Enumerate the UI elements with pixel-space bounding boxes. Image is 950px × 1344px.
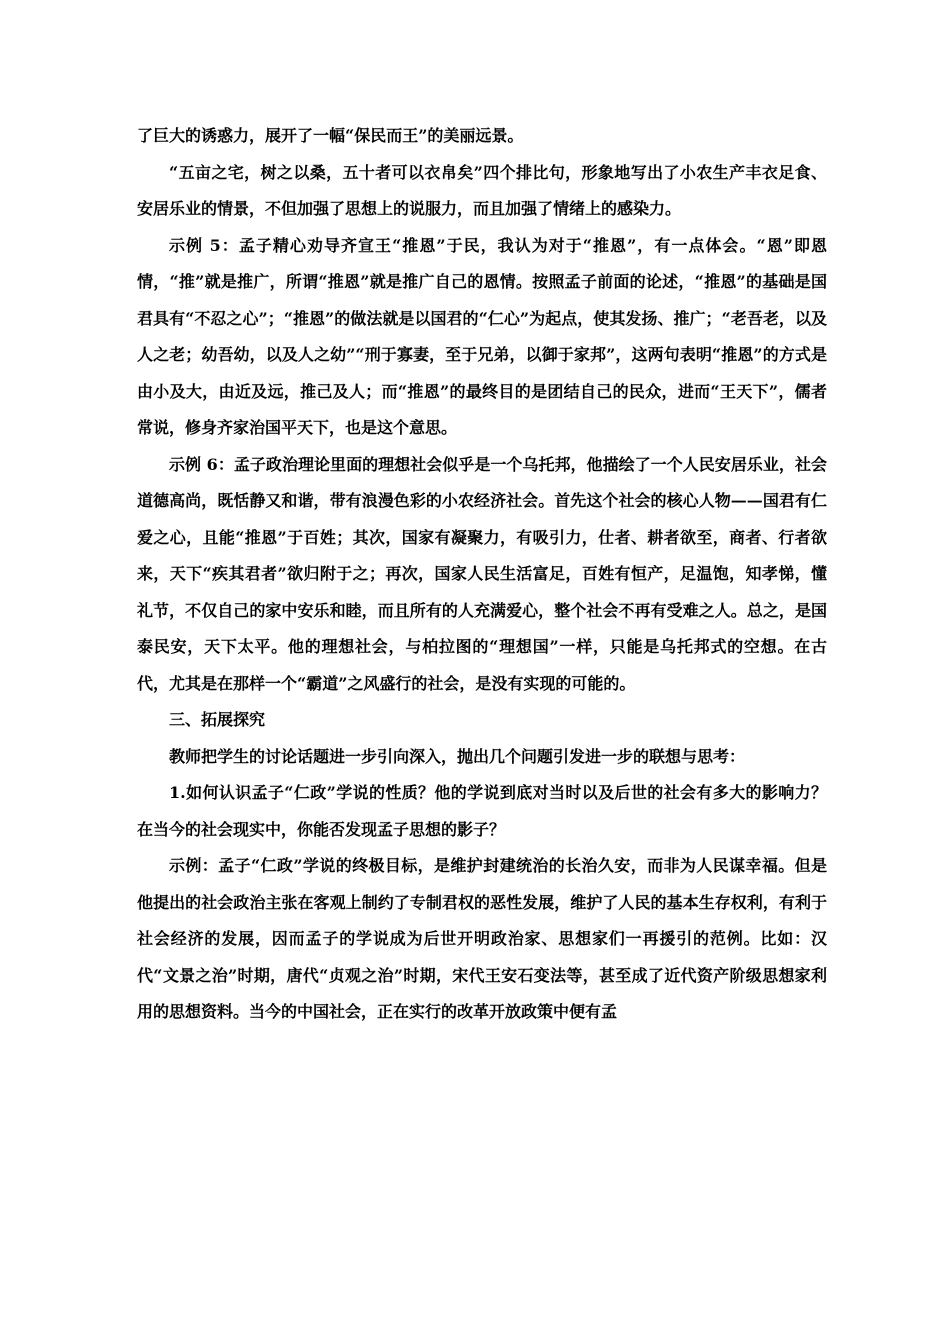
document-body	[137, 118, 827, 1031]
paragraph-2: “五亩之宅，树之以桑，五十者可以衣帛矣”四个排比句，形象地写出了小农生产丰衣足食、安居乐业的情景，不但加强了思想上的说服力，而且加强了情绪上的感染力。	[137, 162, 827, 218]
paragraph-intro: 教师把学生的讨论话题进一步引向深入，抛出几个问题引发进一步的联想与思考：	[169, 746, 746, 766]
section-heading: 三、拓展探究	[169, 710, 266, 729]
question-1: 1.如何认识孟子“仁政”学说的性质？他的学说到底对当时以及后世的社会有多大的影响力？在当今的社会现实中，你能否发现孟子思想的影子？	[137, 783, 827, 839]
paragraph-example-6: 示例 6：孟子政治理论里面的理想社会似乎是一个乌托邦，他描绘了一个人民安居乐业，社会道德高尚，既恬静又和谐，带有浪漫色彩的小农经济社会。首先这个社会的核心人物——国君有仁爱之心，且能“推恩”于百姓；其次，国家有凝聚力，有吸引力，仕者、耕者欲至，商者、行者欲来，天下“疾其君者”欲归附于之；再次，国家人民生活富足，百姓有恒产，足温饱，知孝悌，懂礼节，不仅自己的家中安乐和睦，而且所有的人充满爱心，整个社会不再有受难之人。总之，是国泰民安，天下太平。他的理想社会，与柏拉图的“理想国”一样，只能是乌托邦式的空想。在古代，尤其是在那样一个“霸道”之风盛行的社会，是没有实现的可能的。	[137, 454, 827, 693]
paragraph-1: 了巨大的诱惑力，展开了一幅“保民而王”的美丽远景。	[137, 126, 524, 145]
paragraph-example: 示例：孟子“仁政”学说的终极目标，是维护封建统治的长治久安，而非为人民谋幸福。但是他提出的社会政治主张在客观上制约了专制君权的恶性发展，维护了人民的基本生存权利，有利于社会经济的发展，因而孟子的学说成为后世开明政治家、思想家们一再援引的范例。比如：汉代“文景之治”时期，唐代“贞观之治”时期，宋代王安石变法等，甚至成了近代资产阶级思想家利用的思想资料。当今的中国社会，正在实行的改革开放政策中便有孟	[137, 856, 827, 1021]
paragraph-example-5: 示例 5：孟子精心劝导齐宣王“推恩”于民，我认为对于“推恩”，有一点体会。“恩”即恩情，“推”就是推广，所谓“推恩”就是推广自己的恩情。按照孟子前面的论述，“推恩”的基础是国君具有“不忍之心”；“推恩”的做法就是以国君的“仁心”为起点，使其发扬、推广；“老吾老，以及人之老；幼吾幼，以及人之幼”“刑于寡妻，至于兄弟，以御于家邦”，这两句表明“推恩”的方式是由小及大，由近及远，推己及人；而“推恩”的最终目的是团结自己的民众，进而“王天下”，儒者常说，修身齐家治国平天下，也是这个意思。	[137, 235, 827, 437]
